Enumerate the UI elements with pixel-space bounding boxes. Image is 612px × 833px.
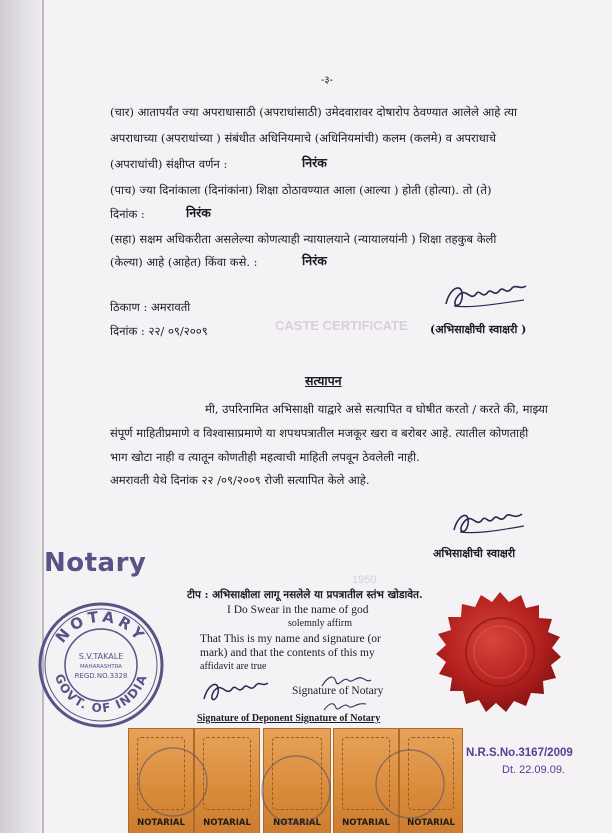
- para3-value: निरंक: [302, 253, 327, 268]
- verification-heading: सत्यापन: [305, 373, 342, 388]
- seal-name: S.V.TAKALE: [78, 652, 124, 661]
- seal-regd: REGD.NO.3328: [74, 672, 128, 680]
- para2-line1: (पाच) ज्या दिनांकाला (दिनांकांना) शिक्षा ठोठावण्यात आला (आल्या ) होती (होत्या). तो (ते): [110, 183, 492, 197]
- oath-line5: affidavit are true: [200, 661, 267, 672]
- notary-signature-mark-2: [320, 698, 370, 714]
- para2-line2-label: दिनांक :: [110, 207, 145, 221]
- stamp-label: NOTARIAL: [137, 818, 185, 828]
- stamp-label: NOTARIAL: [273, 818, 321, 828]
- para1-line2: अपराधाच्या (अपराधांच्या ) संबंधीत अधिनियमाचे (अधिनियमांची) कलम (कलमे) व अपराधाचे: [110, 131, 497, 145]
- bleed-through-year: 1950: [352, 574, 377, 586]
- deponent-signature-mark: [440, 276, 530, 316]
- para1-line3-label: (अपराधांची) संक्षीप्त वर्णन :: [110, 157, 228, 171]
- deponent-signature-caption: (अभिसाक्षीची स्वाक्षरी ): [430, 323, 527, 336]
- verification-line2: संपूर्ण माहितीप्रमाणे व विश्वासाप्रमाणे या शपथपत्रातील मजकूर खरा व बरोबर आहे. त्यातील कोणताही: [110, 426, 529, 440]
- stamp-label: NOTARIAL: [203, 818, 251, 828]
- deponent-signature-caption-2: अभिसाक्षीची स्वाक्षरी: [433, 547, 516, 560]
- seal-bottom-text: GOVT. OF INDIA: [52, 671, 150, 716]
- oath-line4: mark) and that the contents of this my: [200, 647, 375, 659]
- nrs-date: Dt. 22.09.09.: [502, 764, 565, 776]
- para3-line1: (सहा) सक्षम अधिकरीता असलेल्या कोणत्याही न्यायालयाने (न्यायालयांनी ) शिक्षा तहकुब केली: [110, 232, 497, 246]
- nrs-number: N.R.S.No.3167/2009: [466, 747, 573, 759]
- verification-line4: अमरावती येथे दिनांक २२ /०९/२००९ रोजी सत्यापित केले आहे.: [110, 473, 370, 487]
- red-wax-seal: [420, 590, 580, 730]
- notary-round-seal: [36, 600, 166, 730]
- para1-value: निरंक: [302, 155, 327, 170]
- verification-line1: मी, उपरिनामित अभिसाक्षी याद्वारे असे सत्यापित व घोषीत करतो / करते की, माझ्या: [205, 402, 548, 416]
- stamp-cancellation-marks: [128, 730, 462, 833]
- seal-top-text: NOTARY: [51, 607, 151, 647]
- signature-of-notary: Signature of Notary: [292, 685, 384, 697]
- oath-line2: solemnly affirm: [288, 618, 352, 629]
- deponent-signature-mark-3: [200, 675, 270, 707]
- para1-line1: (चार) आतापर्यंत ज्या अपराधासाठी (अपराधांसाठी) उमेदवारावर दोषारोप ठेवण्यात आलेले आहे त्या: [110, 105, 517, 119]
- notary-stamp-title: Notary: [44, 548, 147, 578]
- oath-line1: I Do Swear in the name of god: [227, 604, 369, 616]
- page-number: -३-: [321, 75, 333, 86]
- deponent-signature-mark-2: [448, 504, 528, 542]
- stamp-label: NOTARIAL: [407, 818, 455, 828]
- signature-line: Signature of Deponent Signature of Notary: [197, 713, 381, 724]
- oath-line3: That This is my name and signature (or: [200, 633, 381, 645]
- place: ठिकाण : अमरावती: [110, 300, 191, 314]
- bleed-through-heading: CASTE CERTIFICATE: [275, 318, 408, 333]
- verification-line3: भाग खोटा नाही व त्यातून कोणतीही महत्वाची माहिती लपवून ठेवलेली नाही.: [110, 450, 420, 464]
- stamp-label: NOTARIAL: [342, 818, 390, 828]
- footnote: टीप : अभिसाक्षीला लागू नसलेले या प्रपत्रातील स्तंभ खोडावेत.: [187, 589, 423, 601]
- date: दिनांक : २२/ ०९/२००९: [110, 324, 208, 338]
- seal-state: MAHARASHTRA: [79, 664, 123, 670]
- para3-line2-label: (केल्या) आहे (आहेत) किंवा कसे. :: [110, 255, 258, 269]
- para2-value: निरंक: [186, 205, 211, 220]
